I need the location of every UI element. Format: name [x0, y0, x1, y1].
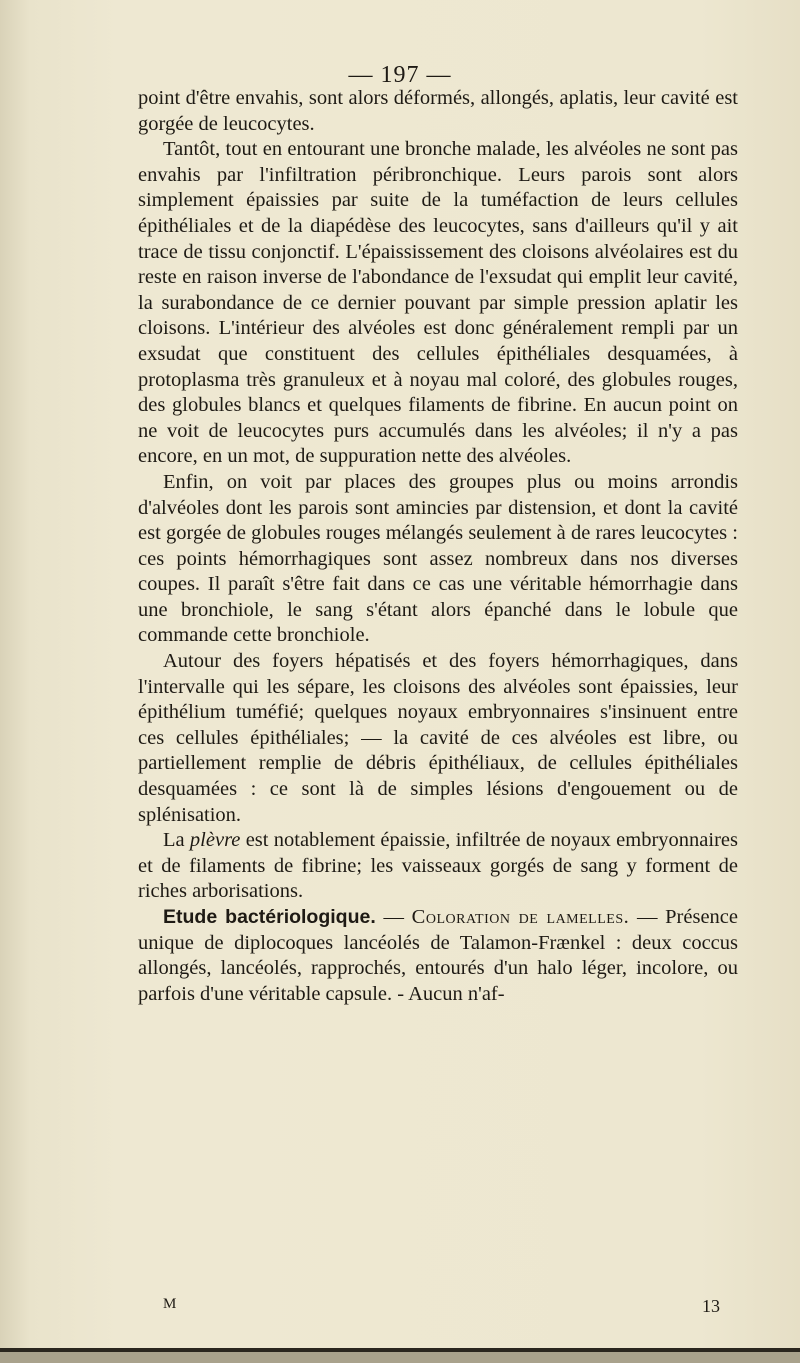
- section-subheading: Coloration de lamelles.: [411, 906, 630, 928]
- page-number: — 197 —: [348, 62, 452, 88]
- plevre-rest: est notablement épaissie, infiltrée de noyaux embryonnaires et de filaments de fibrine; les vaisseaux gorgés de sang y forment de riches arborisations.: [138, 829, 738, 903]
- plevre-emphasis: plèvre: [189, 829, 241, 852]
- section-separator: —: [375, 906, 412, 928]
- paragraph-autour: Autour des foyers hépatisés et des foyers hémorrhagiques, dans l'intervalle qui les sépare, les cloisons des alvéoles sont épaissies, leur épithélium tuméfié; quelques noyaux embryonnaires s'insinuent entre ces cellules épithéliales; — la cavité de ces alvéoles est libre, ou partiellement remplie de débris épithéliaux, de cellules épithéliales desquamées : ce sont là de simples lésions d'engouement ou de splénisation.: [138, 650, 738, 826]
- paragraph-continued: point d'être envahis, sont alors déformés, allongés, aplatis, leur cavité est gorgée de leucocytes.: [138, 87, 738, 135]
- paragraph-plevre: [138, 828, 738, 905]
- bottom-edge: [0, 1352, 800, 1363]
- body-text: [138, 86, 738, 1007]
- sheet-number: 13: [702, 1296, 720, 1316]
- plevre-lead: La: [163, 829, 185, 852]
- section-heading: Etude bactériologique.: [163, 906, 376, 928]
- paragraph-enfin: Enfin, on voit par places des groupes plus ou moins arrondis d'alvéoles dont les parois sont amincies par distension, et dont la cavité est gorgée de globules rouges mélangés seulement à de rares leucocytes : ces points hémorrhagiques sont assez nombreux dans nos diverses coupes. Il paraît s'être fait dans ce cas une véritable hémorrhagie dans une bronchiole, le sang s'étant alors épanché dans le lobule que commande cette bronchiole.: [138, 470, 738, 647]
- section-body: — Présence unique de diplocoques lancéolés de Talamon-Frænkel : deux coccus allongés, lancéolés, rapprochés, entourés d'un halo léger, incolore, ou parfois d'une véritable capsule. - Aucun n'af-: [138, 906, 739, 1005]
- signature-mark: M: [163, 1296, 177, 1312]
- paragraph-tantot: Tantôt, tout en entourant une bronche malade, les alvéoles ne sont pas envahis par l'infiltration péribronchique. Leurs parois sont alors simplement épaissies par suite de la tuméfaction de leurs cellules épithéliales et de la diapédèse des leucocytes, sans d'ailleurs qu'il y ait trace de tissu conjonctif. L'épaississement des cloisons alvéolaires est du reste en raison inverse de l'abondance de l'exsudat qui emplit leur cavité, la surabondance de ce dernier pouvant par simple pression aplatir les cloisons. L'intérieur des alvéoles est donc généralement rempli par un exsudat que constituent des cellules épithéliales desquamées, à protoplasma très granuleux et à noyau mal coloré, des globules rouges, des globules blancs et quelques filaments de fibrine. En aucun point on ne voit de leucocytes purs accumulés dans les alvéoles; il n'y a pas encore, en un mot, de suppuration nette des alvéoles.: [138, 138, 738, 468]
- section-bacteriology: [138, 905, 738, 1007]
